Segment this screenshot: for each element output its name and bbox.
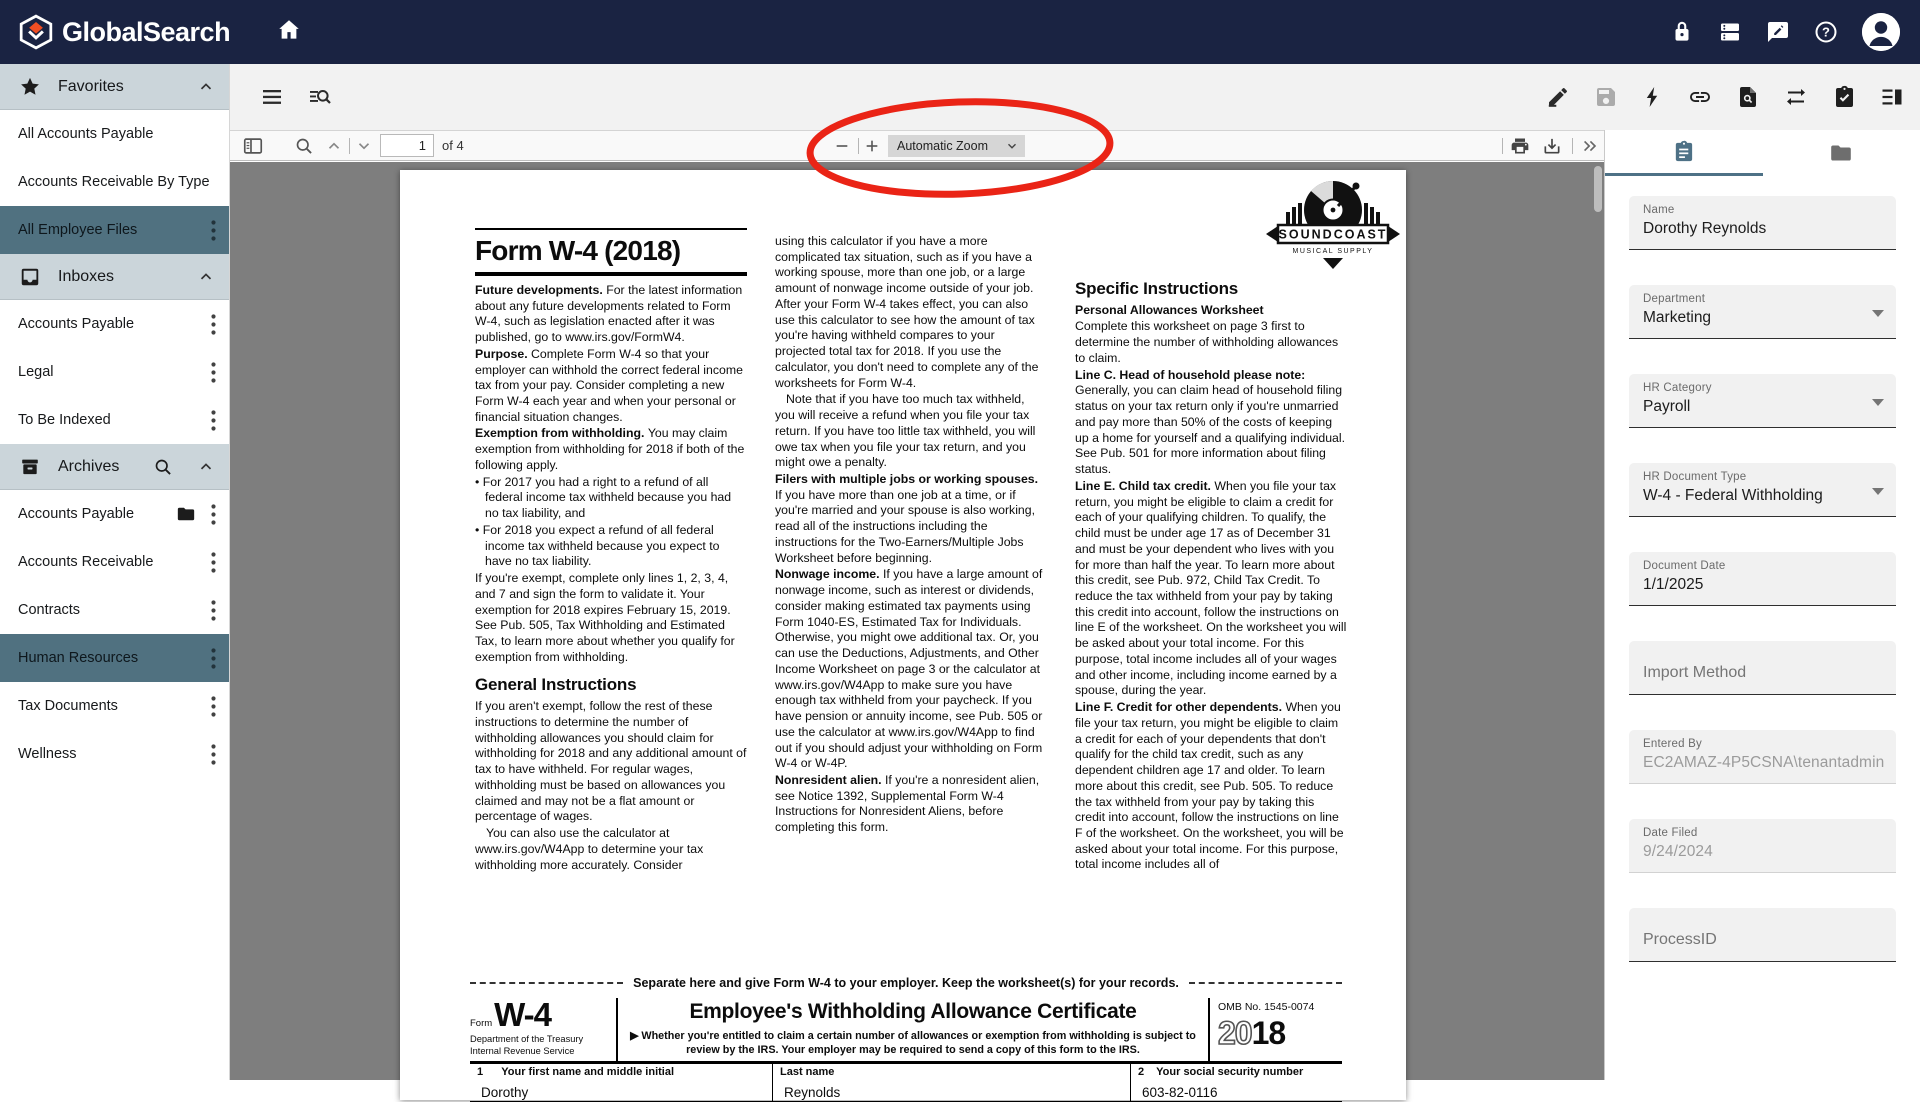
zoom-out-button[interactable] <box>834 131 850 160</box>
feedback-icon[interactable] <box>1766 20 1790 44</box>
field-hr-document-type[interactable]: HR Document Type W-4 - Federal Withholding <box>1629 463 1896 517</box>
field-name[interactable]: Name Dorothy Reynolds <box>1629 196 1896 250</box>
w4-title-cell: Employee's Withholding Allowance Certificate ▶ Whether you're entitled to claim a certain number of allowances or exemption from withholding is subject to review by the IRS. Your employer may be required to send a copy of this form to the IRS. <box>618 998 1208 1061</box>
svg-text:?: ? <box>1822 25 1830 40</box>
panel-tabs <box>1605 130 1920 176</box>
zoom-in-button[interactable] <box>864 131 880 160</box>
field-date-filed: Date Filed 9/24/2024 <box>1629 819 1896 873</box>
sidebar-item-inbox-legal[interactable]: Legal <box>0 348 229 396</box>
home-icon <box>276 17 302 43</box>
pdf-page <box>400 170 1406 1100</box>
save-icon[interactable] <box>1594 85 1618 109</box>
print-icon <box>1510 136 1530 156</box>
download-icon <box>1542 136 1562 156</box>
field-document-date[interactable]: Document Date 1/1/2025 <box>1629 552 1896 606</box>
tab-related-documents[interactable] <box>1763 130 1920 176</box>
pdf-viewer[interactable] <box>230 162 1604 1080</box>
sidebar-item-archive-wellness[interactable]: Wellness <box>0 730 229 778</box>
kebab-menu-icon[interactable] <box>206 744 220 765</box>
field-process-id[interactable]: ProcessID <box>1629 908 1896 962</box>
double-chevron-icon <box>1580 136 1600 156</box>
brand-name: GlobalSearch <box>62 17 230 48</box>
tab-index-fields[interactable] <box>1605 130 1763 176</box>
top-navbar <box>0 0 1920 64</box>
pdf-sidebar-toggle-icon <box>242 135 264 157</box>
section-label: Inboxes <box>58 268 197 286</box>
doc-column-1: Form W-4 (2018) Future developments. For the latest information about any future developments related to Form W-4, such as legislation enacted after it was published, go to www.irs.gov/FormW4. Purpose. Complete Form W-4 so that your employer can withhold the correct federal income tax from your pay. Consider completing a new Form W-4 each year and when your personal or financial situation changes. Exemption from withholding. You may claim exemption from withholding for 2018 if both of the following apply. • For 2017 you had a right to a refund of all federal income tax withheld because you had no tax liability, and • For 2018 you expect a refund of all federal income tax withheld because you expect to have no tax liability. If you're exempt, complete only lines 1, 2, 3, 4, and 7 and sign the form to validate it. Your exemption for 2018 expires February 15, 2019. See Pub. 505, Tax Withholding and Estimated Tax, to learn more about whether you qualify for exemption from withholding. General Instructions If you aren't exempt, follow the rest of these instructions to determine the number of withholding allowances you should claim for withholding for 2018 and any additional amount of tax to have withheld. For regular wages, withholding must be based on allowances you claimed and may not be a flat amount or percentage of wages. You can also use the calculator at www.irs.gov/W4App to determine your tax withholding more accurately. Consider <box>475 228 747 874</box>
view-agenda-icon[interactable] <box>1718 20 1742 44</box>
sidebar-item-archive-contracts[interactable]: Contracts <box>0 586 229 634</box>
sidebar-item-all-accounts-payable[interactable]: All Accounts Payable <box>0 110 229 158</box>
minus-icon <box>834 138 850 154</box>
pdf-search-button[interactable] <box>294 131 314 160</box>
kebab-menu-icon[interactable] <box>206 504 220 525</box>
folder-icon <box>1829 141 1853 165</box>
pdf-sidebar-toggle[interactable] <box>242 131 264 160</box>
inbox-icon <box>19 266 41 288</box>
divider <box>349 138 350 154</box>
separate-here-line: Separate here and give Form W-4 to your employer. Keep the worksheet(s) for your records. <box>470 976 1342 990</box>
download-button[interactable] <box>1542 131 1562 160</box>
chevron-up-icon[interactable] <box>197 268 215 286</box>
sidebar-item-archive-tax-documents[interactable]: Tax Documents <box>0 682 229 730</box>
section-label: Archives <box>58 458 153 476</box>
home-button[interactable] <box>276 17 302 48</box>
viewer-scrollbar[interactable] <box>1594 166 1602 212</box>
kebab-menu-icon[interactable] <box>206 696 220 717</box>
pdf-viewer-toolbar <box>230 130 1604 161</box>
doc-search-icon[interactable] <box>1736 85 1760 109</box>
star-icon <box>19 76 41 98</box>
zoom-level-value: Automatic Zoom <box>897 139 988 153</box>
clipboard-icon <box>1672 140 1695 163</box>
sidebar-item-archive-human-resources[interactable]: Human Resources <box>0 634 229 682</box>
page-next-button[interactable] <box>355 131 373 160</box>
chevron-down-icon <box>1005 139 1019 153</box>
page-number-input[interactable] <box>380 134 434 157</box>
link-icon[interactable] <box>1688 85 1712 109</box>
w4-name-row: 1 Your first name and middle initial Dorothy Last name Reynolds 2 Your social security number 603-82-0116 <box>470 1064 1342 1102</box>
page-previous-button[interactable] <box>325 131 343 160</box>
brand[interactable] <box>18 14 230 50</box>
globalsearch-logo-icon <box>18 14 54 50</box>
lock-icon[interactable] <box>1670 20 1694 44</box>
svg-text:MUSICAL SUPPLY: MUSICAL SUPPLY <box>1293 248 1374 255</box>
edit-icon[interactable] <box>1546 85 1570 109</box>
sidebar-item-inbox-accounts-payable[interactable]: Accounts Payable <box>0 300 229 348</box>
hamburger-icon[interactable] <box>260 85 284 109</box>
archive-icon <box>19 456 41 478</box>
kebab-menu-icon[interactable] <box>206 220 220 241</box>
w4-omb-cell: OMB No. 1545-0074 2018 <box>1208 998 1342 1061</box>
sidebar-item-archive-accounts-receivable[interactable]: Accounts Receivable <box>0 538 229 586</box>
zoom-level-select[interactable] <box>888 135 1025 157</box>
document-toolbar <box>230 64 1920 130</box>
folder-icon <box>176 504 196 524</box>
soundcoast-logo <box>1260 174 1406 274</box>
w4-form-header <box>470 976 1342 1102</box>
kebab-menu-icon[interactable] <box>206 648 220 669</box>
more-tools-button[interactable] <box>1580 131 1600 160</box>
help-icon[interactable] <box>1814 20 1838 44</box>
sidebar-item-inbox-to-be-indexed[interactable]: To Be Indexed <box>0 396 229 444</box>
sidebar-section-archives[interactable] <box>0 444 229 490</box>
doc-title: Form W-4 (2018) <box>475 228 747 276</box>
field-hr-category[interactable]: HR Category Payroll <box>1629 374 1896 428</box>
doc-column-3: Specific Instructions Personal Allowances Worksheet Complete this worksheet on page 3 first to determine the number of withholding allowances to claim. Line C. Head of household please note: Generally, you can claim head of household filing status on your tax return only if you're unmarried and pay more than 50% of the costs of keeping up a home for yourself and a qualifying individual. See Pub. 501 for more information about filing status. Line E. Child tax credit. When you file your tax return, you might be eligible to claim a credit for each of your qualifying children. To qualify, the child must be under age 17 as of December 31 and must be your dependent who lives with you for more than half the year. To learn more about this credit, see Pub. 972, Child Tax Credit. To reduce the tax withheld from your pay by taking this credit into account, follow the instructions on line E of the worksheet. On the worksheet you will be asked about your total income. For this purpose, total income includes all of your wages and other income, including income earned by a spouse, during the year. Line F. Credit for other dependents. When you file your tax return, you might be eligible to claim a credit for each of your dependents that don't qualify for the child tax credit, such as any dependent children age 17 and older. To learn more about this credit, see Pub. 505. To reduce the tax withheld from your pay by taking this credit into account, follow the instructions on line F of the worksheet. On the worksheet, you will be asked about your total income. For this purpose, total income includes all of <box>1075 278 1347 874</box>
index-fields <box>1605 176 1920 962</box>
chevron-up-icon[interactable] <box>197 78 215 96</box>
w4-form-id-cell: FormW-4 Department of the Treasury Internal Revenue Service <box>470 998 618 1061</box>
plus-icon <box>864 138 880 154</box>
doc-column-2: using this calculator if you have a more complicated tax situation, such as if you have a working spouse, more than one job, or a large amount of nonwage income outside of your job. After your Form W-4 takes effect, you can also use this calculator to see how the amount of tax you're having withheld compares to your projected total tax for 2018. If you use the calculator, you don't need to complete any of the worksheets for Form W-4. Note that if you have too much tax withheld, you will receive a refund when you file your tax return. If you have too little tax withheld, you will owe tax when you file your tax return, and you might owe a penalty. Filers with multiple jobs or working spouses. If you have more than one job at a time, or if you're married and your spouse is also working, read all of the instructions including the instructions for the Two-Earners/Multiple Jobs Worksheet before beginning. Nonwage income. If you have a large amount of nonwage income, such as interest or dividends, consider making estimated tax payments using Form 1040-ES, Estimated Tax for Individuals. Otherwise, you might owe additional tax. Or, you can use the Deductions, Adjustments, and Other Income Worksheet on page 3 or the calculator at www.irs.gov/W4App to make sure you have enough tax withheld from your paycheck. If you have pension or annuity income, see Pub. 505 or use the calculator at www.irs.gov/W4App to find out if you should adjust your withholding on Form W-4 or W-4P. Nonresident alien. If you're a nonresident alien, see Notice 1392, Supplemental Form W-4 Instructions for Nonresident Aliens, before completing this form. <box>775 234 1047 837</box>
avatar-icon <box>1862 13 1900 51</box>
swap-icon[interactable] <box>1784 85 1808 109</box>
sidebar-item-all-employee-files[interactable]: All Employee Files <box>0 206 229 254</box>
side-panel-icon[interactable] <box>1880 85 1904 109</box>
chevron-down-icon <box>355 137 373 155</box>
divider <box>858 138 859 154</box>
field-import-method[interactable]: Import Method <box>1629 641 1896 695</box>
divider <box>1572 138 1573 154</box>
kebab-menu-icon[interactable] <box>206 410 220 431</box>
kebab-menu-icon[interactable] <box>206 552 220 573</box>
sidebar-item-archive-accounts-payable[interactable]: Accounts Payable <box>0 490 229 538</box>
clipboard-check-icon[interactable] <box>1832 85 1856 109</box>
chevron-up-icon <box>325 137 343 155</box>
search-icon[interactable] <box>153 457 173 477</box>
divider <box>1502 138 1503 154</box>
kebab-menu-icon[interactable] <box>206 362 220 383</box>
left-sidebar <box>0 64 230 1080</box>
navbar-actions <box>1670 0 1900 64</box>
page-count-label: of 4 <box>442 138 464 153</box>
sidebar-item-accounts-receivable-by-type[interactable]: Accounts Receivable By Type <box>0 158 229 206</box>
sidebar-section-inboxes[interactable] <box>0 254 229 300</box>
chevron-up-icon[interactable] <box>197 458 215 476</box>
index-panel <box>1604 130 1920 1080</box>
user-avatar[interactable] <box>1862 13 1900 51</box>
svg-text:SOUNDCOAST: SOUNDCOAST <box>1279 228 1388 242</box>
field-department[interactable]: Department Marketing <box>1629 285 1896 339</box>
search-icon <box>294 136 314 156</box>
field-entered-by: Entered By EC2AMAZ-4P5CSNA\tenantadmin <box>1629 730 1896 784</box>
print-button[interactable] <box>1510 131 1530 160</box>
sidebar-section-favorites[interactable] <box>0 64 229 110</box>
bolt-icon[interactable] <box>1641 85 1665 109</box>
kebab-menu-icon[interactable] <box>206 600 220 621</box>
kebab-menu-icon[interactable] <box>206 314 220 335</box>
search-list-icon[interactable] <box>308 85 332 109</box>
section-label: Favorites <box>58 78 197 96</box>
